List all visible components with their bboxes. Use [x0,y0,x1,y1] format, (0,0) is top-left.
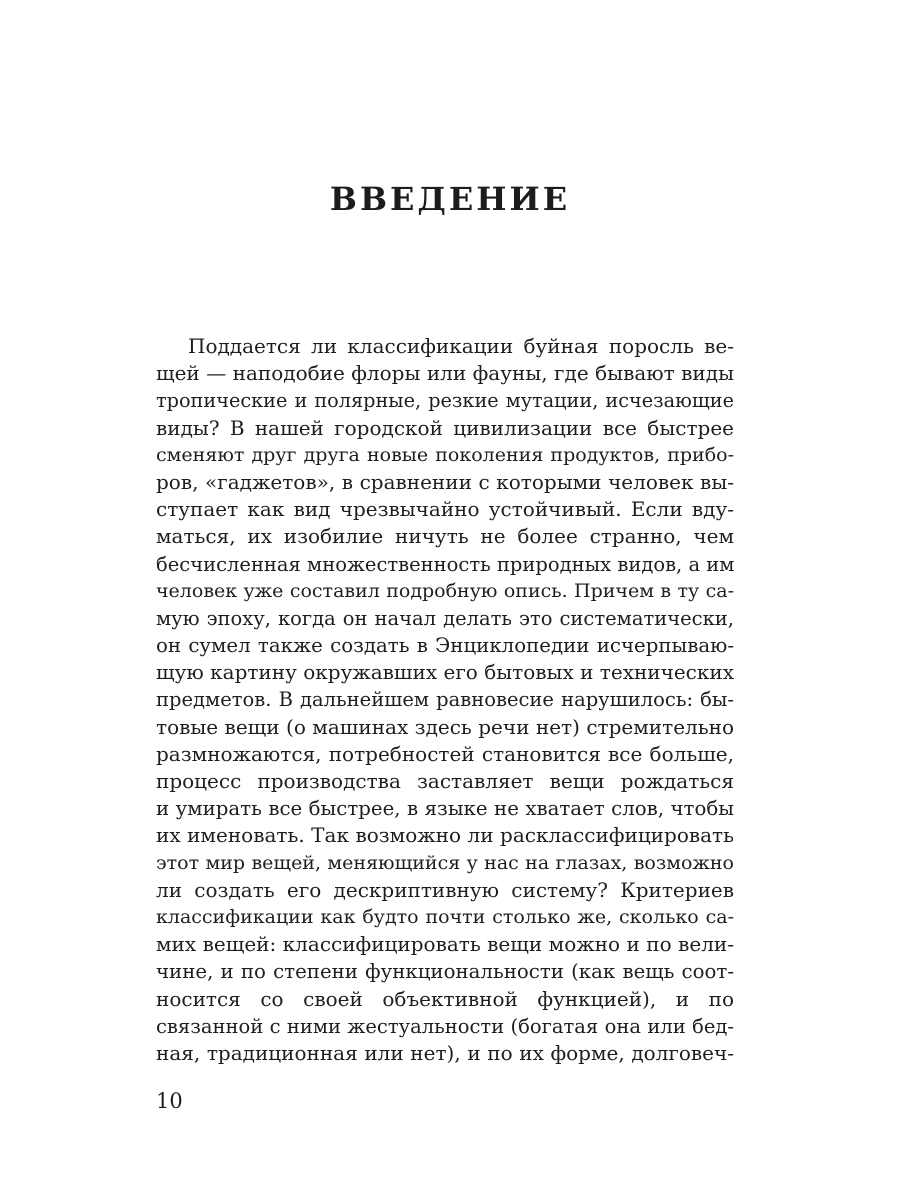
text-line: щую картину окружавших его бытовых и технических [156,660,734,685]
text-line: тропические и полярные, резкие мутации, исчезающие [156,389,734,413]
text-line: и умирать все быстрее, в языке не хватает слов, чтобы [156,797,734,821]
text-line: классификации как будто почти столько же, сколько са- [156,905,734,928]
text-line: он сумел также создать в Энциклопедии исчерпываю- [156,634,734,658]
text-line: бесчисленная множественность природных видов, а им [156,552,734,576]
text-line: носится со своей объективной функцией), и по [156,986,734,1011]
text-line: ная, традиционная или нет), и по их форме, долговеч- [156,1040,734,1065]
text-line: щей — наподобие флоры или фауны, где бывают виды [156,361,734,386]
text-line: сменяют друг друга новые поколения продуктов, прибо- [156,443,734,466]
text-line: предметов. В дальнейшем равновесие нарушилось: бы- [156,688,734,712]
text-line: связанной с ними жестуальности (богатая она или бед- [156,1014,734,1038]
chapter-heading: ВВЕДЕНИЕ [329,180,571,218]
text-line: виды? В нашей городской цивилизации все быстрее [156,415,734,440]
text-line: мих вещей: классифицировать вещи можно и по вели- [156,932,734,957]
page-number: 10 [156,1089,183,1113]
body-text [156,333,734,1067]
text-line: товые вещи (о машинах здесь речи нет) стремительно [156,714,734,739]
text-line: этот мир вещей, меняющийся у нас на глазах, возможно [156,851,734,874]
text-line: мую эпоху, когда он начал делать это систематически, [156,606,734,630]
text-line: процесс производства заставляет вещи рождаться [156,769,734,793]
text-line: ров, «гаджетов», в сравнении с которыми человек вы- [156,469,734,494]
text-line: Поддается ли классификации буйная поросль ве- [188,334,734,358]
text-line: маться, их изобилие ничуть не более странно, чем [156,524,734,549]
text-line: ступает как вид чрезвычайно устойчивый. Если вду- [156,497,734,522]
text-line: ли создать его дескриптивную систему? Критериев [156,877,734,902]
text-line: размножаются, потребностей становится все больше, [156,741,734,766]
text-line: человек уже составил подробную опись. Причем в ту са- [156,579,734,602]
text-line: их именовать. Так возможно ли расклассифицировать [156,823,734,848]
text-line: чине, и по степени функциональности (как вещь соот- [156,960,734,984]
